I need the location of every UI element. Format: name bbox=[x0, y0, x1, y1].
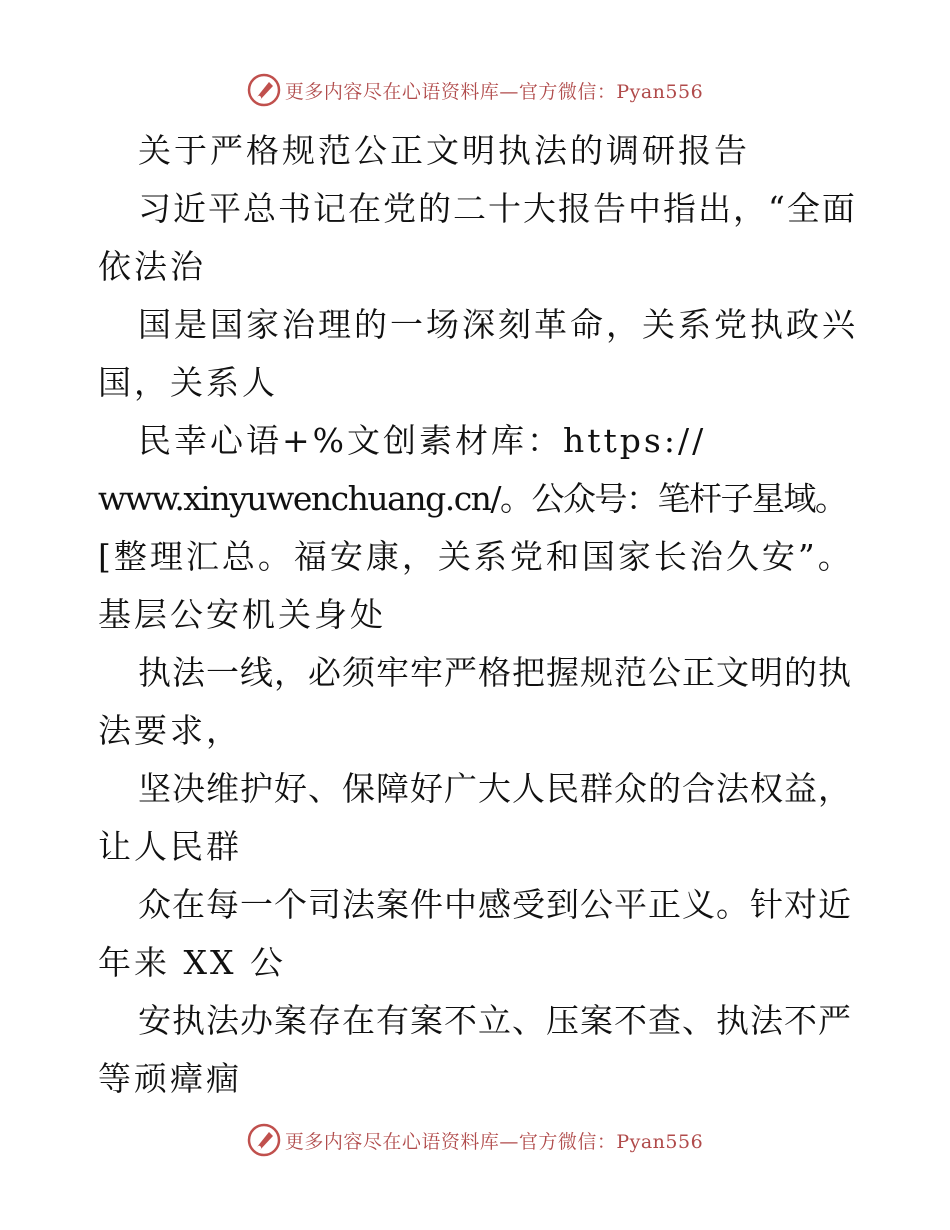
text-line: 国，关系人 bbox=[98, 363, 278, 402]
text-line: 让人民群 bbox=[98, 827, 242, 866]
text-line: www.xinyuwenchuang.cn/。公众号：笔杆子星域。 bbox=[98, 479, 847, 518]
text-line: 依法治 bbox=[98, 247, 206, 286]
text-line: 坚决维护好、保障好广大人民群众的合法权益， bbox=[138, 769, 852, 808]
text-line: 等顽瘴痼 bbox=[98, 1059, 242, 1098]
text-line: 年来 XX 公 bbox=[98, 943, 286, 982]
document-title: 关于严格规范公正文明执法的调研报告 bbox=[138, 131, 750, 170]
header-banner-text: 更多内容尽在心语资料库—官方微信：Pyan556 bbox=[284, 80, 704, 103]
text-line: 安执法办案存在有案不立、压案不查、执法不严 bbox=[138, 1001, 852, 1040]
pen-nib-logo-icon bbox=[247, 73, 281, 107]
text-line: 国是国家治理的一场深刻革命，关系党执政兴 bbox=[138, 305, 858, 344]
text-line: 众在每一个司法案件中感受到公平正义。针对近 bbox=[138, 885, 852, 924]
text-line: 民幸心语+%文创素材库：https:// bbox=[138, 421, 707, 460]
text-line: 基层公安机关身处 bbox=[98, 595, 386, 634]
text-line: 习近平总书记在党的二十大报告中指出，“全面 bbox=[138, 189, 857, 228]
document-body bbox=[98, 122, 858, 1108]
header-banner bbox=[0, 70, 950, 110]
text-line: 法要求， bbox=[98, 711, 242, 750]
footer-banner bbox=[0, 1120, 950, 1160]
text-line: [整理汇总。福安康，关系党和国家长治久安”。 bbox=[98, 537, 854, 576]
footer-banner-text: 更多内容尽在心语资料库—官方微信：Pyan556 bbox=[284, 1130, 704, 1153]
pen-nib-logo-icon bbox=[247, 1123, 281, 1157]
text-line: 执法一线，必须牢牢严格把握规范公正文明的执 bbox=[138, 653, 852, 692]
